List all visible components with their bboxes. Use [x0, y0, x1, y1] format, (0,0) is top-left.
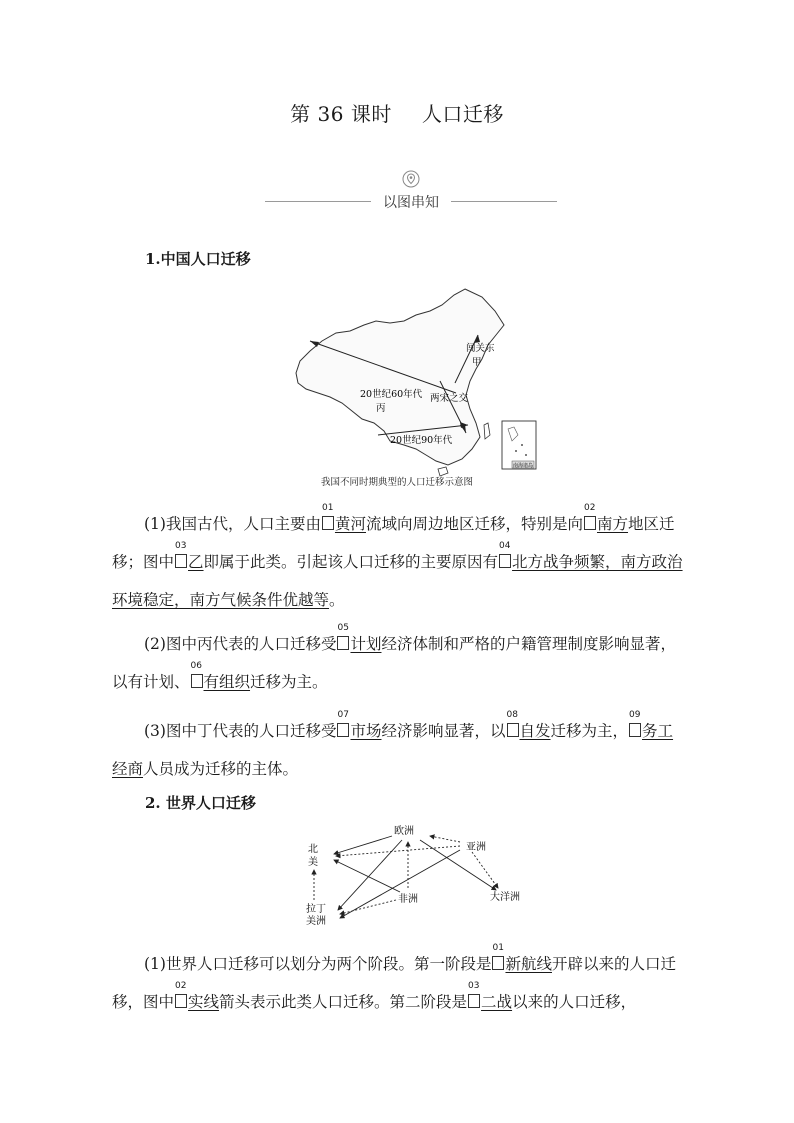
- flow-europe-namerica: [334, 836, 392, 854]
- label-asia: 亚洲: [466, 842, 486, 853]
- answer-box: 01: [492, 956, 504, 970]
- answer-04: 北方战争频繁，南方政治环境稳定，南方气候条件优越等: [112, 553, 683, 609]
- label-north-america-1: 北: [308, 844, 318, 855]
- world-migration-diagram: [300, 822, 530, 932]
- flow-africa-namerica: [334, 860, 400, 892]
- inset-label: 南海诸岛: [513, 463, 534, 469]
- answer-w03: 二战: [481, 993, 513, 1011]
- lesson-topic: 人口迁移: [421, 102, 504, 126]
- answer-box: 08: [507, 723, 519, 737]
- taiwan-island: [484, 423, 490, 439]
- answer-box: 04: [499, 554, 511, 568]
- label-africa: 非洲: [398, 894, 418, 905]
- label-europe: 欧洲: [394, 826, 414, 837]
- answer-box: 01: [322, 516, 334, 530]
- label-oceania: 大洋洲: [490, 892, 520, 903]
- map-label-1990s: 20世纪90年代: [390, 435, 453, 446]
- answer-02: 南方: [597, 515, 629, 533]
- map-label-liangsong: 两宋之交: [430, 393, 469, 404]
- label-north-america-2: 美: [308, 857, 318, 868]
- paragraph-world-1: (1)世界人口迁移可以划分为两个阶段。第一阶段是 01 新航线开辟以来的人口迁移，图中 02 实线箭头表示此类人口迁移。第二阶段是 03 二战以来的人口迁移，: [112, 943, 676, 1011]
- answer-box: 03: [175, 554, 187, 568]
- answer-w02: 实线: [188, 993, 220, 1011]
- china-migration-map: [290, 285, 550, 490]
- section-header: [265, 170, 557, 220]
- answer-box: 09: [629, 723, 641, 737]
- subheading-china-migration: 1.中国人口迁移: [145, 250, 251, 268]
- lesson-number: 第 36 课时: [290, 102, 392, 126]
- answer-01: 黄河: [334, 515, 366, 533]
- answer-box: 03: [468, 994, 480, 1008]
- location-pin-icon: [402, 170, 420, 190]
- answer-08: 自发: [519, 722, 551, 740]
- map-label-bing: 丙: [376, 403, 386, 414]
- paragraph-china-2: (2)图中丙代表的人口迁移受 05 计划经济体制和严格的户籍管理制度影响显著，以有计划、 06 有组织迁移为主。: [112, 623, 676, 691]
- answer-w01: 新航线: [505, 955, 552, 973]
- answer-box: 02: [175, 994, 187, 1008]
- paragraph-china-3: (3)图中丁代表的人口迁移受 07 市场经济影响显著，以 08 自发迁移为主， 09 务工经商人员成为迁移的主体。: [112, 710, 674, 778]
- section-header-text: 以图串知: [383, 195, 439, 211]
- answer-07: 市场: [350, 722, 382, 740]
- answer-09: 务工经商: [112, 722, 674, 778]
- answer-06: 有组织: [203, 673, 251, 691]
- answer-box: 06: [191, 674, 203, 688]
- flow-europe-latam: [338, 840, 402, 910]
- subheading-world-migration: 2. 世界人口迁移: [145, 794, 256, 812]
- answer-box: 05: [337, 636, 349, 650]
- map-label-1960s: 20世纪60年代: [360, 389, 423, 400]
- paragraph-china-1: (1)我国古代，人口主要由 01 黄河流域向周边地区迁移，特别是向 02 南方地区迁移；图中 03 乙即属于此类。引起该人口迁移的主要原因有 04 北方战争频繁，南方政治环境稳定，南方气候条件优越等。: [112, 503, 683, 609]
- answer-05: 计划: [350, 635, 382, 653]
- label-latin-america-1: 拉丁: [306, 904, 326, 915]
- page-title: [0, 98, 794, 127]
- flow-asia-europe: [430, 836, 460, 842]
- map-label-chuangguandong: 闯关东: [466, 343, 495, 354]
- map-caption: 我国不同时期典型的人口迁移示意图: [320, 477, 473, 488]
- flow-asia-latam: [340, 850, 460, 918]
- answer-box: 07: [337, 723, 349, 737]
- answer-box: 02: [584, 516, 596, 530]
- label-latin-america-2: 美洲: [306, 916, 326, 927]
- answer-03: 乙: [188, 553, 204, 571]
- map-label-jia: 甲: [472, 357, 482, 368]
